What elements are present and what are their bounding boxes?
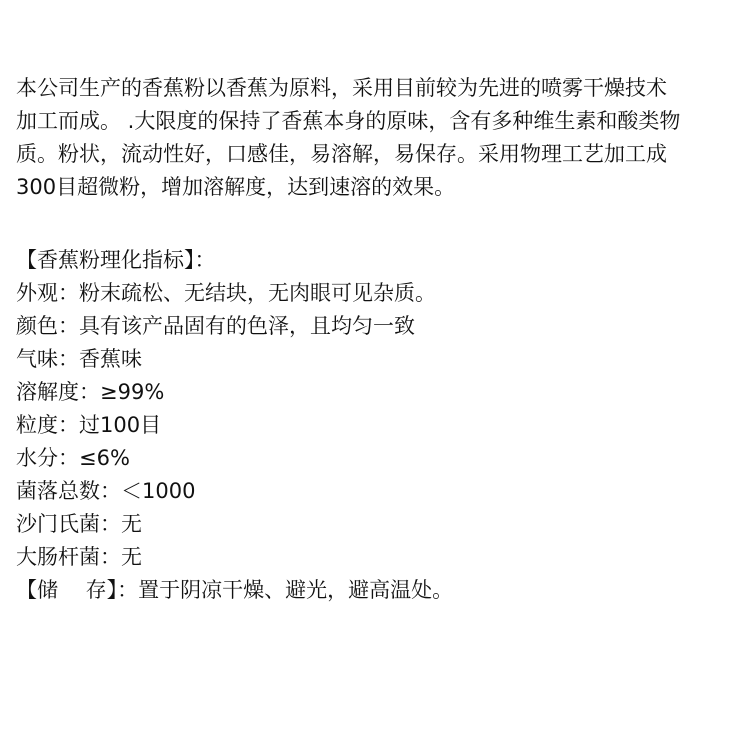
spec-appearance: 外观：粉末疏松、无结块，无肉眼可见杂质。 xyxy=(16,281,436,305)
intro-line: 本公司生产的香蕉粉以香蕉为原料，采用目前较为先进的喷雾干燥技术 xyxy=(16,76,667,100)
spec-header: 【香蕉粉理化指标】： xyxy=(16,248,216,272)
spec-solubility: 溶解度：≥99% xyxy=(16,380,165,404)
intro-line: 质。粉状，流动性好，口感佳，易溶解，易保存。采用物理工艺加工成 xyxy=(16,142,667,166)
spec-moisture: 水分：≤6% xyxy=(16,446,130,470)
spec-salmonella: 沙门氏菌：无 xyxy=(16,512,142,536)
spec-particle-size: 粒度：过100目 xyxy=(16,413,162,437)
spec-colony-count: 菌落总数：＜1000 xyxy=(16,479,196,503)
spec-odor: 气味：香蕉味 xyxy=(16,347,142,371)
document-body xyxy=(16,72,736,607)
intro-line: 300目超微粉，增加溶解度，达到速溶的效果。 xyxy=(16,175,456,199)
intro-paragraph xyxy=(16,72,736,204)
storage-instructions: 【储 存】：置于阴凉干燥、避光，避高温处。 xyxy=(16,578,454,602)
spec-color: 颜色：具有该产品固有的色泽，且均匀一致 xyxy=(16,314,415,338)
intro-line: 加工而成。 .大限度的保持了香蕉本身的原味，含有多种维生素和酸类物 xyxy=(16,109,681,133)
spec-list xyxy=(16,244,736,607)
paragraph-spacer xyxy=(16,204,736,244)
spec-coliform: 大肠杆菌：无 xyxy=(16,545,142,569)
